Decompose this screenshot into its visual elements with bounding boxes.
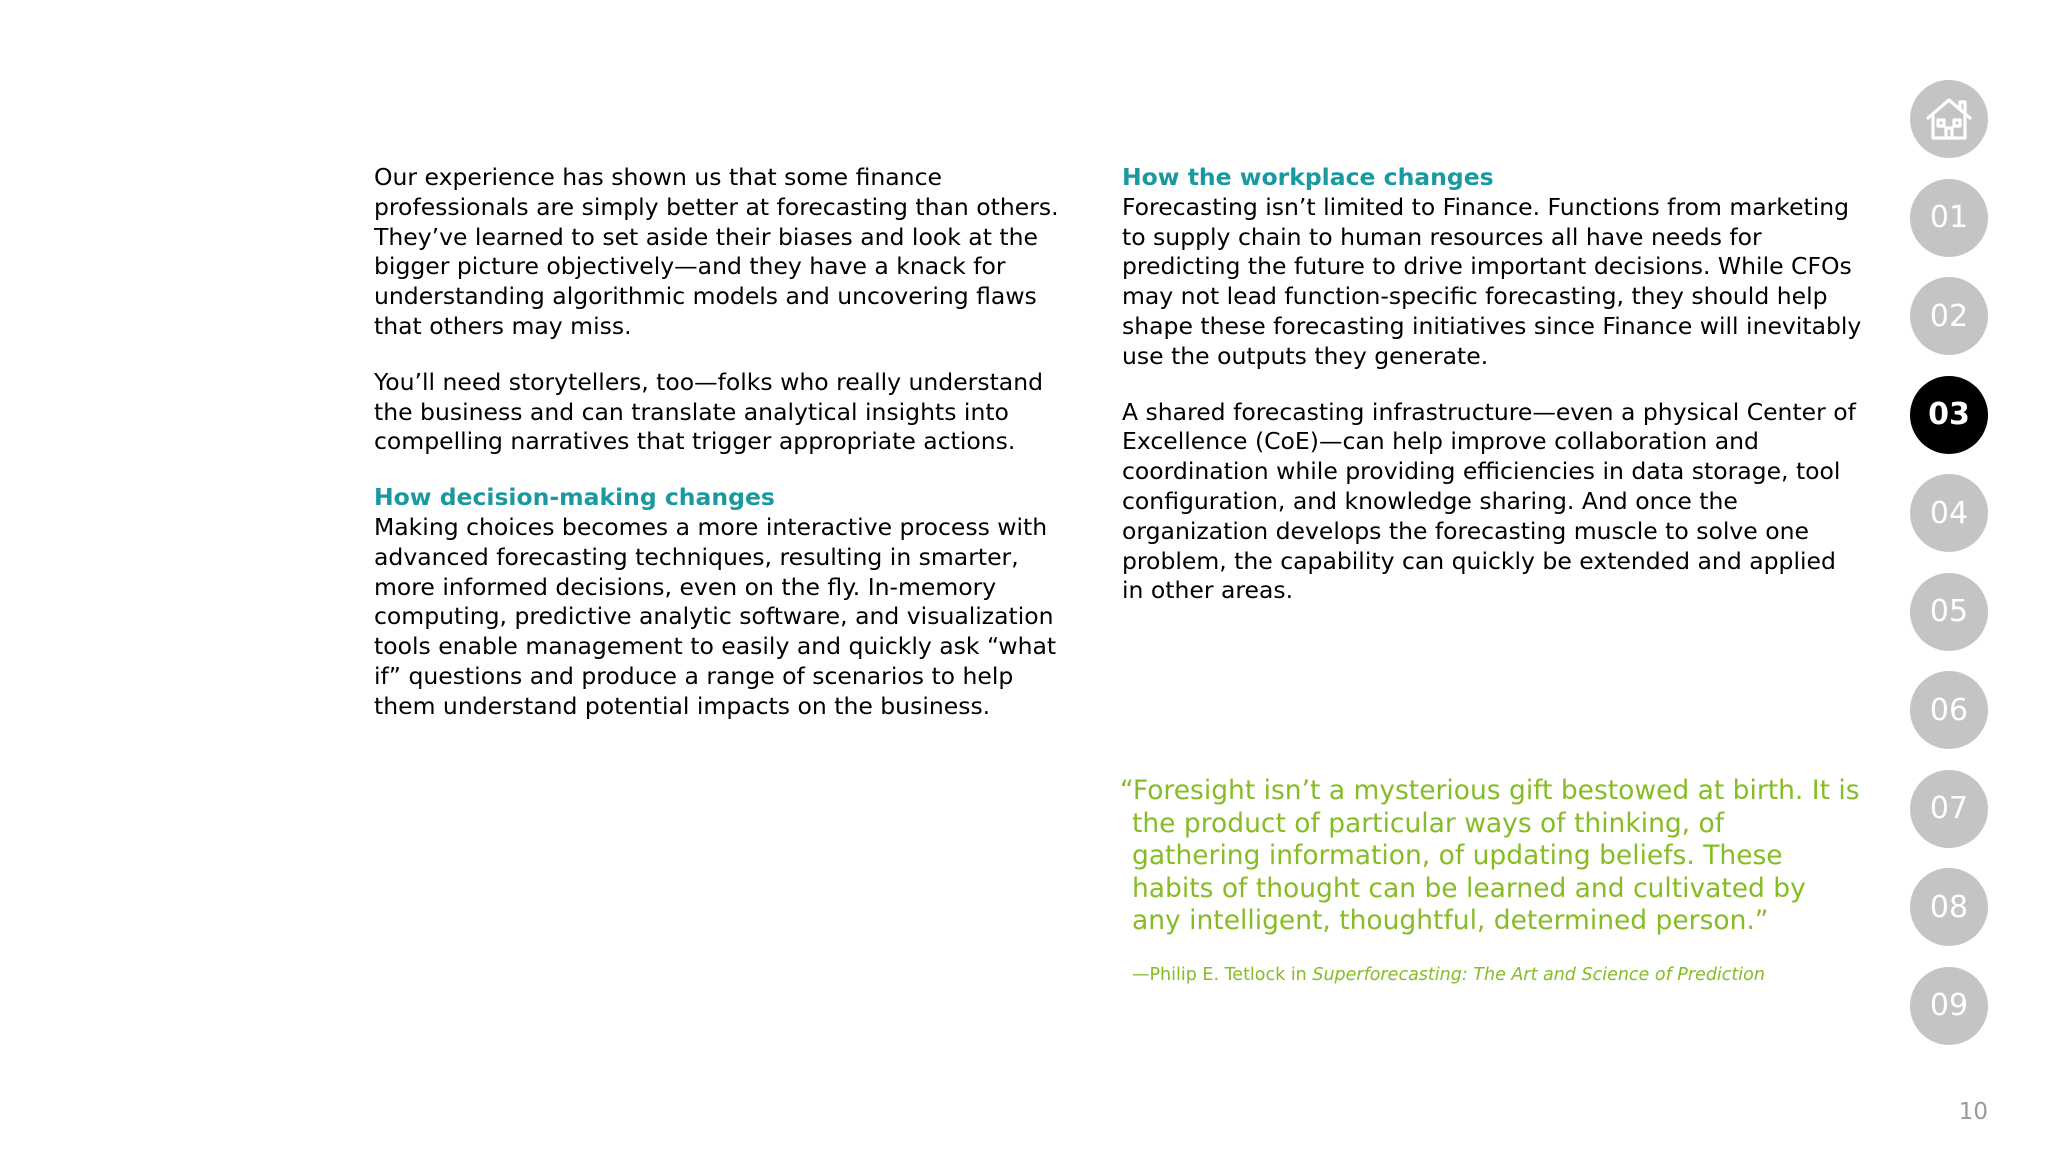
workplace-paragraph: Forecasting isn’t limited to Finance. Functions from marketing to supply chain to human resources all have needs for predicting the future to drive important decisions. While CFOs may not lead function-specific forecasting, they should help shape these forecasting initiatives since Finance will inevitably use the outputs they generate. [1122,192,1862,370]
attribution-author: —Philip E. Tetlock in [1132,964,1313,985]
section-nav [1910,80,1988,1065]
page-number: 10 [1958,1099,1988,1125]
nav-item-04[interactable]: 04 [1910,474,1988,552]
workplace-heading: How the workplace changes [1122,163,1494,191]
intro-paragraph: Our experience has shown us that some finance professionals are simply better at forecasting than others. They’ve learned to set aside their biases and look at the bigger picture objectively—and they have a knack for understanding algorithmic models and uncovering flaws that others may miss. [374,163,1059,340]
quote-attribution [1132,964,1860,986]
nav-item-03[interactable]: 03 [1910,376,1988,454]
left-column [374,163,1074,722]
nav-item-09[interactable]: 09 [1910,967,1988,1045]
home-icon [1924,96,1974,142]
nav-item-01[interactable]: 01 [1910,179,1988,257]
nav-item-06[interactable]: 06 [1910,671,1988,749]
storytellers-paragraph: You’ll need storytellers, too—folks who really understand the business and can translate analytical insights into compelling narratives that trigger appropriate actions. [374,367,1044,456]
infrastructure-paragraph: A shared forecasting infrastructure—even a physical Center of Excellence (CoE)—can help improve collaboration and coordination while providing efficiencies in data storage, tool configuration, and knowledge sharing. And once the organization develops the forecasting muscle to solve one problem, the capability can quickly be extended and applied in other areas. [1122,397,1856,605]
nav-item-05[interactable]: 05 [1910,573,1988,651]
pull-quote [1120,775,1860,986]
decision-making-paragraph: Making choices becomes a more interactive process with advanced forecasting techniques, resulting in smarter, more informed decisions, even on the fly. In-memory computing, predictive analytic software, and visualization tools enable management to easily and quickly ask “what if” questions and produce a range of scenarios to help them understand potential impacts on the business. [374,512,1057,720]
nav-item-08[interactable]: 08 [1910,868,1988,946]
nav-item-07[interactable]: 07 [1910,770,1988,848]
attribution-book: Superforecasting: The Art and Science of Prediction [1312,964,1765,985]
home-button[interactable] [1910,80,1988,158]
right-column [1122,163,1862,606]
quote-text: “Foresight isn’t a mysterious gift bestowed at birth. It is the product of particular ways of thinking, of gathering information, of updating beliefs. These habits of thought can be learned and cultivated by any intelligent, thoughtful, determined person.” [1120,775,1860,937]
nav-item-02[interactable]: 02 [1910,277,1988,355]
decision-making-heading: How decision-making changes [374,483,775,512]
